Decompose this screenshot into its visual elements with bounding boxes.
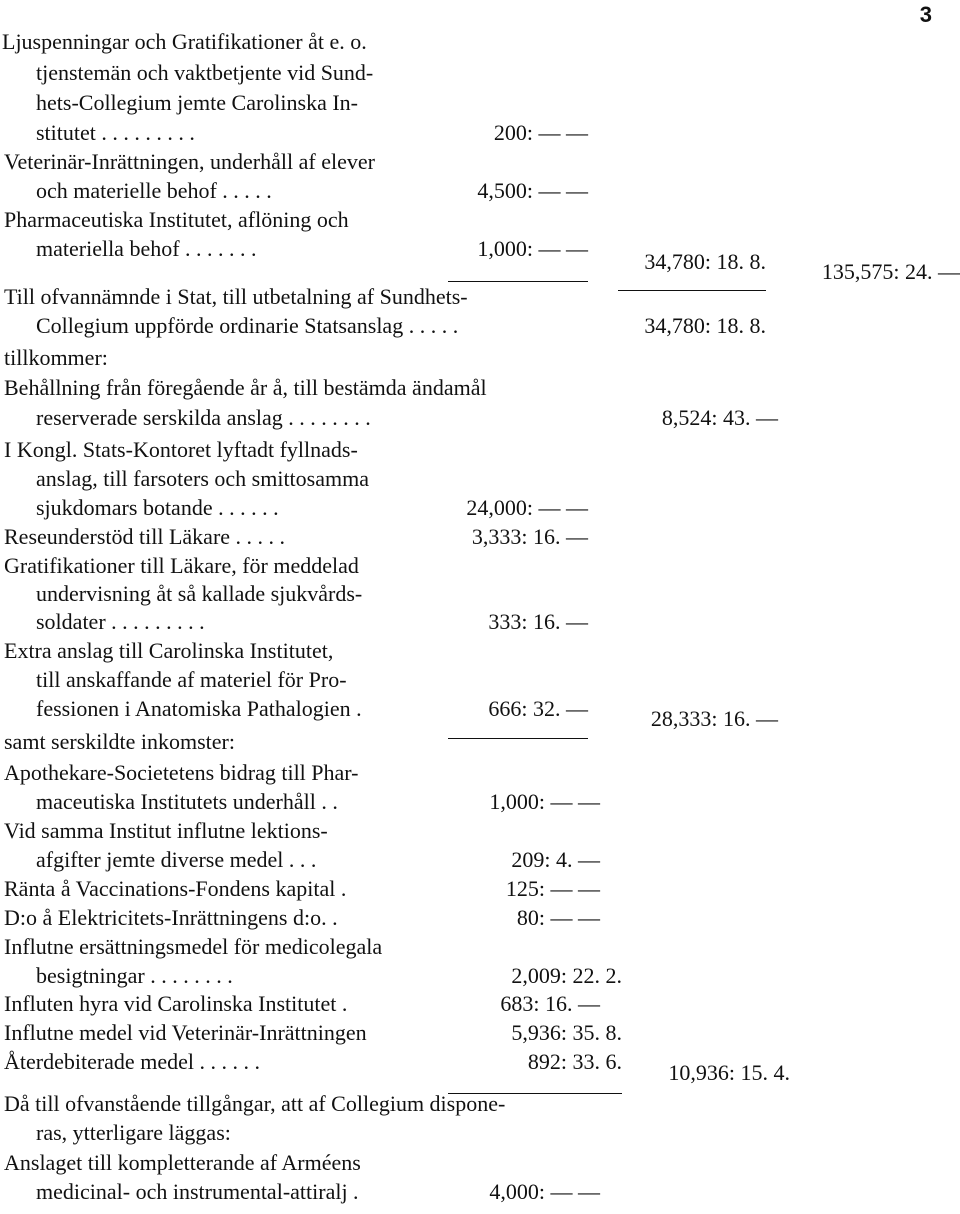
subtotal-rule	[448, 1093, 622, 1094]
ledger-line: tillkommer:	[4, 345, 108, 370]
ledger-amount: 4,500: — —	[477, 178, 588, 203]
ledger-amount: 200: — —	[493, 120, 588, 145]
ledger-amount: 333: 16. —	[488, 609, 588, 634]
ledger-amount: 666: 32. —	[488, 696, 588, 721]
subtotal-rule	[618, 290, 766, 291]
ledger-line: Ljuspenningar och Gratifikationer åt e. o.	[2, 29, 367, 54]
ledger-amount: 1,000: — —	[477, 236, 588, 261]
ledger-amount: 28,333: 16. —	[650, 706, 778, 731]
ledger-line: afgifter jemte diverse medel . . .	[36, 847, 317, 872]
ledger-line: undervisning åt så kallade sjukvårds-	[36, 581, 363, 606]
subtotal-rule	[448, 281, 588, 282]
ledger-line: I Kongl. Stats-Kontoret lyftadt fyllnads-	[4, 437, 358, 462]
ledger-line: Återdebiterade medel . . . . . .	[4, 1049, 260, 1074]
ledger-amount: 5,936: 35. 8.	[511, 1020, 622, 1045]
ledger-amount: 34,780: 18. 8.	[644, 313, 766, 338]
ledger-line: Behållning från föregående år å, till bestämda ändamål	[4, 375, 487, 400]
ledger-amount: 24,000: — —	[466, 495, 588, 520]
ledger-line: hets-Collegium jemte Carolinska In-	[36, 90, 358, 115]
ledger-amount: 683: 16. —	[500, 991, 600, 1016]
ledger-amount: 3,333: 16. —	[471, 524, 588, 549]
ledger-line: tjenstemän och vaktbetjente vid Sund-	[36, 60, 374, 85]
ledger-line: Anslaget till kompletterande af Arméens	[4, 1150, 361, 1175]
ledger-line: Collegium uppförde ordinarie Statsanslag . . . . .	[36, 313, 459, 338]
ledger-line: Influten hyra vid Carolinska Institutet .	[4, 991, 348, 1016]
ledger-amount: 4,000: — —	[489, 1179, 600, 1204]
ledger-line: Ränta å Vaccinations-Fondens kapital .	[4, 876, 347, 901]
ledger-amount: 892: 33. 6.	[527, 1049, 622, 1074]
ledger-line: Veterinär-Inrättningen, underhåll af elever	[4, 149, 375, 174]
ledger-line: samt serskildte inkomster:	[4, 729, 235, 754]
ledger-amount: 10,936: 15. 4.	[668, 1060, 790, 1085]
ledger-amount: 34,780: 18. 8.	[644, 249, 766, 274]
ledger-amount: 125: — —	[505, 876, 600, 901]
ledger-amount: 1,000: — —	[489, 789, 600, 814]
ledger-line: besigtningar . . . . . . . .	[36, 963, 233, 988]
ledger-line: maceutiska Institutets underhåll . .	[36, 789, 338, 814]
ledger-amount: 135,575: 24. —	[821, 259, 960, 284]
ledger-line: och materielle behof . . . . .	[36, 178, 272, 203]
ledger-amount: 80: — —	[516, 905, 600, 930]
ledger-amount: 8,524: 43. —	[661, 405, 778, 430]
ledger-line: Till ofvannämnde i Stat, till utbetalning af Sundhets-	[4, 284, 468, 309]
ledger-line: D:o å Elektricitets-Inrättningens d:o. .	[4, 905, 338, 930]
ledger-line: till anskaffande af materiel för Pro-	[36, 667, 347, 692]
ledger-line: stitutet . . . . . . . . .	[36, 120, 195, 145]
ledger-line: Gratifikationer till Läkare, för meddelad	[4, 553, 359, 578]
ledger-line: soldater . . . . . . . . .	[36, 609, 205, 634]
ledger-line: materiella behof . . . . . . .	[36, 236, 257, 261]
ledger-line: reserverade serskilda anslag . . . . . . . .	[36, 405, 371, 430]
ledger-amount: 2,009: 22. 2.	[511, 963, 622, 988]
ledger-line: Vid samma Institut influtne lektions-	[4, 818, 328, 843]
ledger-line: fessionen i Anatomiska Pathalogien .	[36, 696, 362, 721]
ledger-line: Reseunderstöd till Läkare . . . . .	[4, 524, 286, 549]
ledger-line: Pharmaceutiska Institutet, aflöning och	[4, 207, 349, 232]
ledger-line: Då till ofvanstående tillgångar, att af Collegium dispone-	[4, 1091, 506, 1116]
subtotal-rule	[448, 738, 588, 739]
page-number: 3	[919, 2, 932, 27]
ledger-amount: 209: 4. —	[511, 847, 600, 872]
ledger-line: Apothekare-Societetens bidrag till Phar-	[4, 760, 359, 785]
ledger-line: medicinal- och instrumental-attiralj .	[36, 1179, 359, 1204]
ledger-line: sjukdomars botande . . . . . .	[36, 495, 279, 520]
ledger-line: anslag, till farsoters och smittosamma	[36, 466, 369, 491]
ledger-line: Influtne medel vid Veterinär-Inrättningen	[4, 1020, 367, 1045]
ledger-line: Influtne ersättningsmedel för medicolegala	[4, 934, 383, 959]
ledger-line: Extra anslag till Carolinska Institutet,	[4, 638, 334, 663]
ledger-line: ras, ytterligare läggas:	[36, 1120, 231, 1145]
